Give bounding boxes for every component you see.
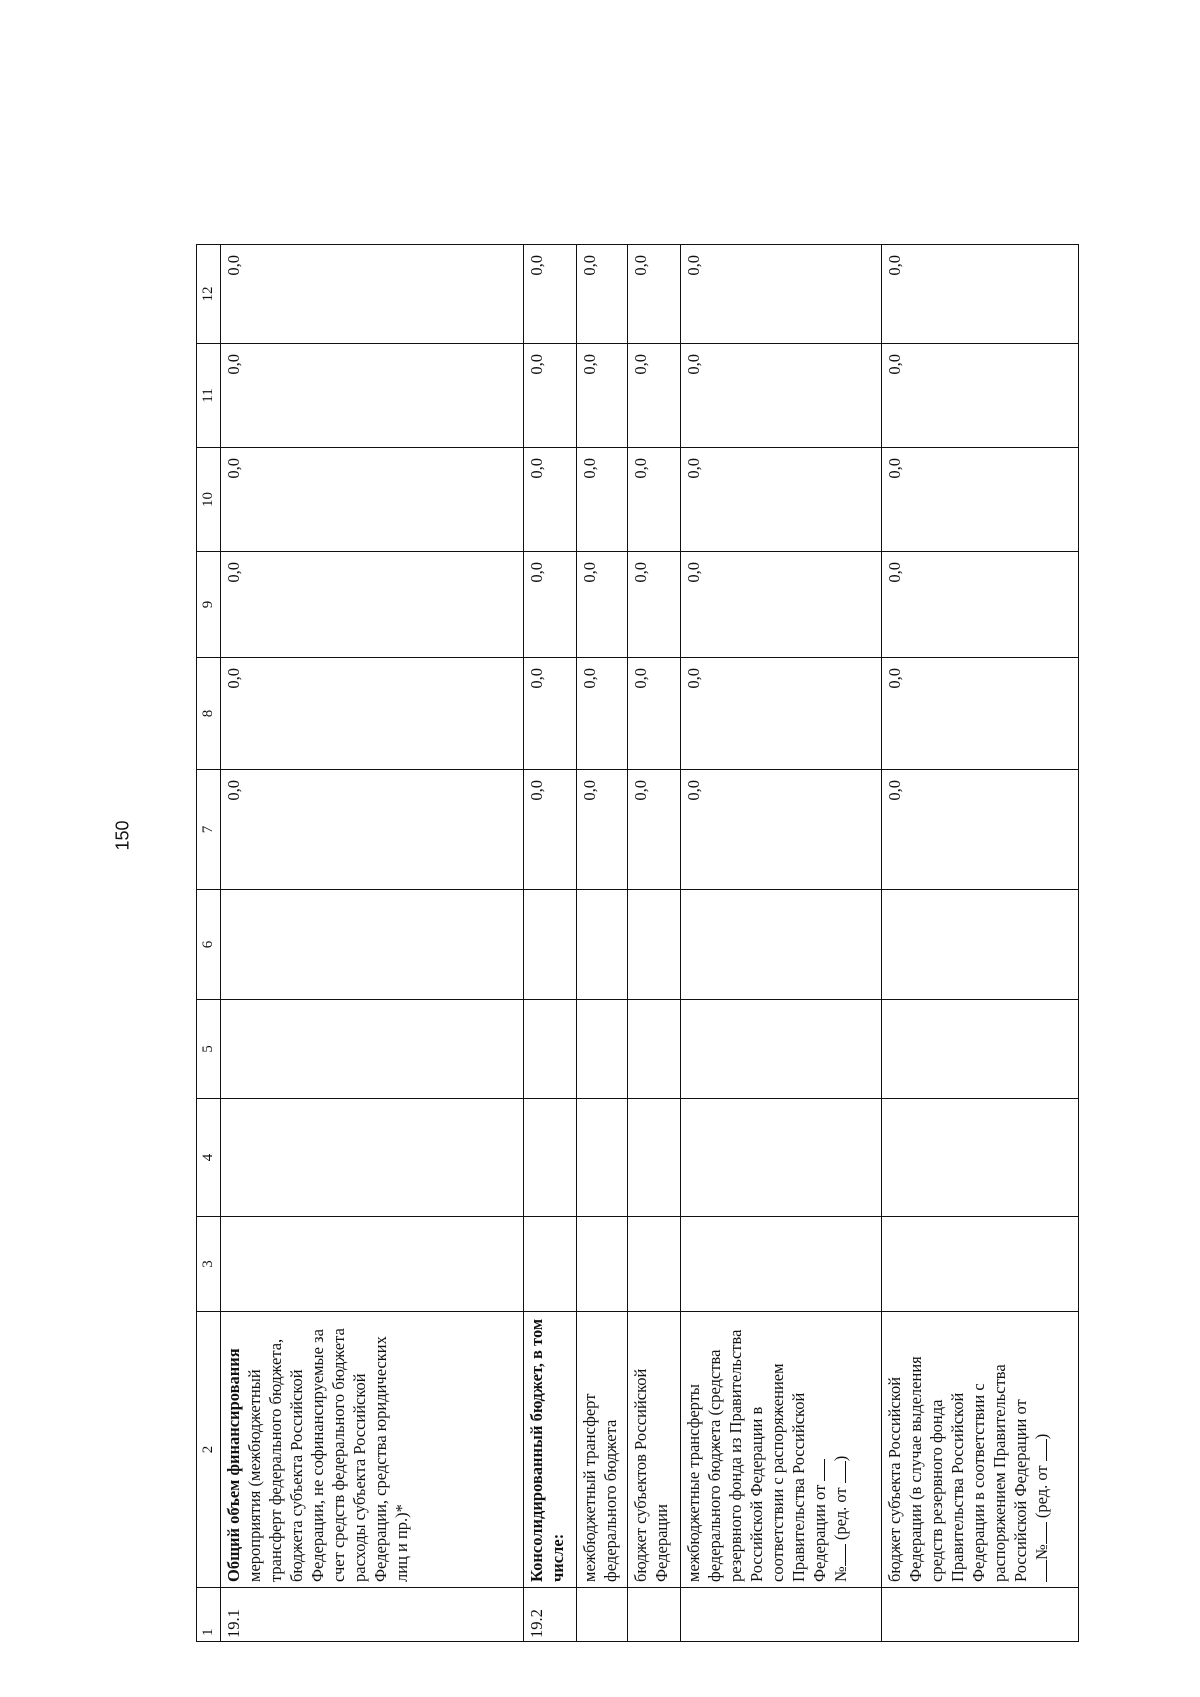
- value-cell: 0,0: [882, 344, 1079, 448]
- financing-table: [196, 244, 1079, 1642]
- table-row: [524, 245, 577, 1642]
- value-cell: 0,0: [524, 245, 577, 344]
- desc-text: бюджет субъекта Российской Федерации (в случае выделения средств резервного фонда Правительства Российской Федерации в соответствии с распоряжением Правительства Российской Федерации от: [885, 1356, 1030, 1582]
- value-cell: [221, 1000, 524, 1099]
- value-cell: 0,0: [681, 448, 882, 552]
- row-number: 19.2: [524, 1588, 577, 1642]
- value-cell: 0,0: [681, 658, 882, 770]
- value-cell: [681, 1000, 882, 1099]
- value-cell: 0,0: [524, 658, 577, 770]
- desc-text: ): [1032, 1433, 1051, 1440]
- value-cell: 0,0: [882, 448, 1079, 552]
- row-number: 19.1: [221, 1588, 524, 1642]
- value-cell: 0,0: [882, 552, 1079, 658]
- header-cell: 6: [197, 890, 221, 1000]
- value-cell: 0,0: [628, 552, 681, 658]
- value-cell: 0,0: [221, 552, 524, 658]
- desc-text: мероприятия (межбюджетный трансферт федерального бюджета, бюджета субъекта Российской Федерации, не софинансируемые за счет средств федерального бюджета расходы субъекта Российской Федерации, средства юридических лиц и пр.)*: [245, 1328, 411, 1582]
- blank-line: [1046, 1522, 1047, 1544]
- header-cell: 3: [197, 1217, 221, 1312]
- row-number: [577, 1588, 628, 1642]
- value-cell: [524, 1217, 577, 1312]
- value-cell: 0,0: [628, 770, 681, 890]
- header-cell: 9: [197, 552, 221, 658]
- value-cell: 0,0: [577, 552, 628, 658]
- desc-text: №: [1032, 1544, 1051, 1560]
- value-cell: 0,0: [524, 344, 577, 448]
- row-description: [577, 1312, 628, 1588]
- value-cell: 0,0: [577, 658, 628, 770]
- row-description: [882, 1312, 1079, 1588]
- row-description: [681, 1312, 882, 1588]
- row-description: [221, 1312, 524, 1588]
- row-number: [628, 1588, 681, 1642]
- value-cell: 0,0: [221, 448, 524, 552]
- header-cell: 1: [197, 1588, 221, 1642]
- value-cell: [524, 1099, 577, 1217]
- value-cell: [681, 890, 882, 1000]
- header-cell: 11: [197, 344, 221, 448]
- value-cell: 0,0: [681, 344, 882, 448]
- value-cell: 0,0: [882, 770, 1079, 890]
- value-cell: [524, 890, 577, 1000]
- value-cell: 0,0: [221, 770, 524, 890]
- value-cell: [577, 1217, 628, 1312]
- value-cell: [577, 890, 628, 1000]
- row-number: [681, 1588, 882, 1642]
- value-cell: [882, 1099, 1079, 1217]
- rotated-table-container: [196, 245, 1051, 1642]
- value-cell: 0,0: [577, 770, 628, 890]
- value-cell: 0,0: [524, 448, 577, 552]
- value-cell: [628, 1099, 681, 1217]
- value-cell: 0,0: [882, 658, 1079, 770]
- header-cell: 8: [197, 658, 221, 770]
- row-description: [628, 1312, 681, 1588]
- value-cell: 0,0: [577, 245, 628, 344]
- desc-bold: Консолидированный бюджет, в том числе:: [527, 1318, 567, 1582]
- value-cell: 0,0: [221, 658, 524, 770]
- blank-line: [1046, 1560, 1047, 1582]
- table-row: [221, 245, 524, 1642]
- value-cell: [628, 890, 681, 1000]
- value-cell: 0,0: [628, 245, 681, 344]
- value-cell: 0,0: [221, 245, 524, 344]
- table-row: [577, 245, 628, 1642]
- value-cell: [681, 1217, 882, 1312]
- header-cell: 10: [197, 448, 221, 552]
- row-number: [882, 1588, 1079, 1642]
- blank-line: [824, 1459, 825, 1481]
- desc-text: (ред. от: [1032, 1465, 1051, 1519]
- value-cell: [221, 890, 524, 1000]
- table-row: [882, 245, 1079, 1642]
- header-cell: 7: [197, 770, 221, 890]
- value-cell: 0,0: [681, 552, 882, 658]
- desc-text: №: [831, 1566, 850, 1582]
- page-number: 150: [112, 820, 133, 851]
- value-cell: 0,0: [577, 344, 628, 448]
- value-cell: [882, 1000, 1079, 1099]
- value-cell: [577, 1099, 628, 1217]
- value-cell: [221, 1099, 524, 1217]
- desc-text: ): [831, 1455, 850, 1462]
- value-cell: 0,0: [681, 770, 882, 890]
- header-cell: 12: [197, 245, 221, 344]
- value-cell: 0,0: [882, 245, 1079, 344]
- row-description: [524, 1312, 577, 1588]
- blank-line: [845, 1461, 846, 1483]
- value-cell: 0,0: [221, 344, 524, 448]
- value-cell: 0,0: [577, 448, 628, 552]
- value-cell: [628, 1000, 681, 1099]
- value-cell: [882, 890, 1079, 1000]
- value-cell: 0,0: [524, 770, 577, 890]
- value-cell: 0,0: [628, 344, 681, 448]
- value-cell: 0,0: [524, 552, 577, 658]
- value-cell: [221, 1217, 524, 1312]
- value-cell: [628, 1217, 681, 1312]
- value-cell: 0,0: [681, 245, 882, 344]
- value-cell: [524, 1000, 577, 1099]
- table-row: [681, 245, 882, 1642]
- desc-text: межбюджетный трансферт федерального бюджета: [580, 1393, 620, 1582]
- header-cell: 5: [197, 1000, 221, 1099]
- desc-text: (ред. от: [831, 1487, 850, 1541]
- value-cell: [681, 1099, 882, 1217]
- value-cell: [882, 1217, 1079, 1312]
- table-row: [628, 245, 681, 1642]
- value-cell: 0,0: [628, 448, 681, 552]
- header-row: [197, 245, 221, 1642]
- desc-text: межбюджетные трансферты федерального бюджета (средства резервного фонда из Правительства Российской Федерации в соответствии с распоряжением Правительства Российской Федерации от: [684, 1329, 829, 1582]
- blank-line: [1046, 1439, 1047, 1461]
- desc-text: бюджет субъектов Российской Федерации: [631, 1368, 671, 1582]
- header-cell: 4: [197, 1099, 221, 1217]
- value-cell: 0,0: [628, 658, 681, 770]
- value-cell: [577, 1000, 628, 1099]
- desc-bold: Общий объем финансирования: [224, 1348, 243, 1582]
- blank-line: [845, 1544, 846, 1566]
- header-cell: 2: [197, 1312, 221, 1588]
